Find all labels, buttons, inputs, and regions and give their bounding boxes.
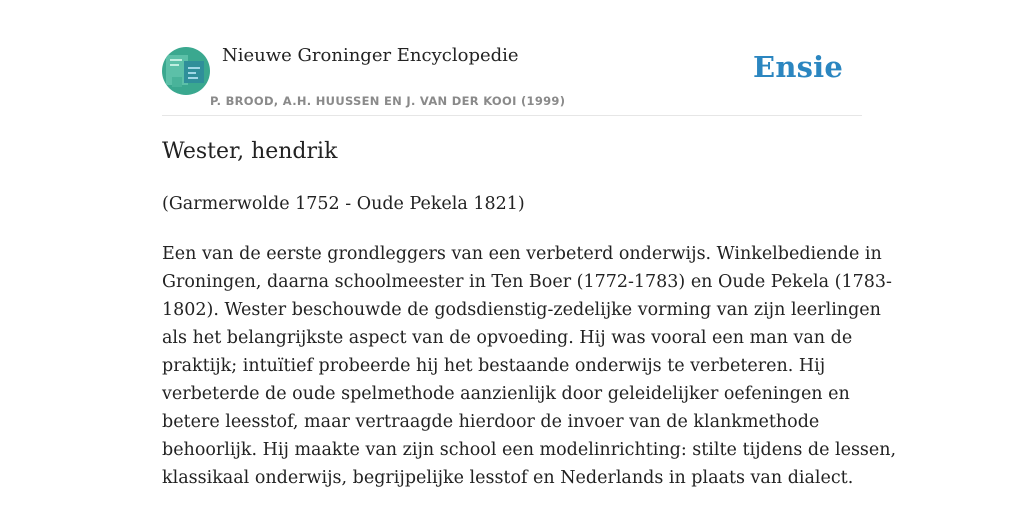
body-line: als het belangrijkste aspect van de opvoeding. Hij was vooral een man van de [162,328,853,348]
body-line: 1802). Wester beschouwde de godsdienstig-zedelijke vorming van zijn leerlingen [162,300,881,320]
body-line: betere leesstof, maar vertraagde hierdoor de invoer van de klankmethode [162,412,820,432]
body-line: verbeterde de oude spelmethode aanzienlijk door geleidelijker oefeningen en [162,384,850,404]
book-title[interactable]: Nieuwe Groninger Encyclopedie [222,45,519,66]
ensie-logo[interactable]: Ensie [753,50,843,84]
body-line: klassikaal onderwijs, begrijpelijke lesstof en Nederlands in plaats van dialect. [162,468,854,488]
entry-subtitle: (Garmerwolde 1752 - Oude Pekela 1821) [162,194,525,214]
entry-body [162,240,897,492]
book-cover-avatar[interactable] [162,47,210,95]
body-line: praktijk; intuïtief probeerde hij het bestaande onderwijs te verbeteren. Hij [162,356,826,376]
book-authors: P. BROOD, A.H. HUUSSEN EN J. VAN DER KOOI (1999) [210,94,566,108]
body-line: behoorlijk. Hij maakte van zijn school een modelinrichting: stilte tijdens de lessen, [162,440,897,460]
body-line: Groningen, daarna schoolmeester in Ten Boer (1772-1783) en Oude Pekela (1783- [162,272,892,292]
source-header [162,0,862,116]
entry-title: Wester, hendrik [162,139,338,164]
book-cover-icon [162,47,210,95]
body-line: Een van de eerste grondleggers van een verbeterd onderwijs. Winkelbediende in [162,244,882,264]
